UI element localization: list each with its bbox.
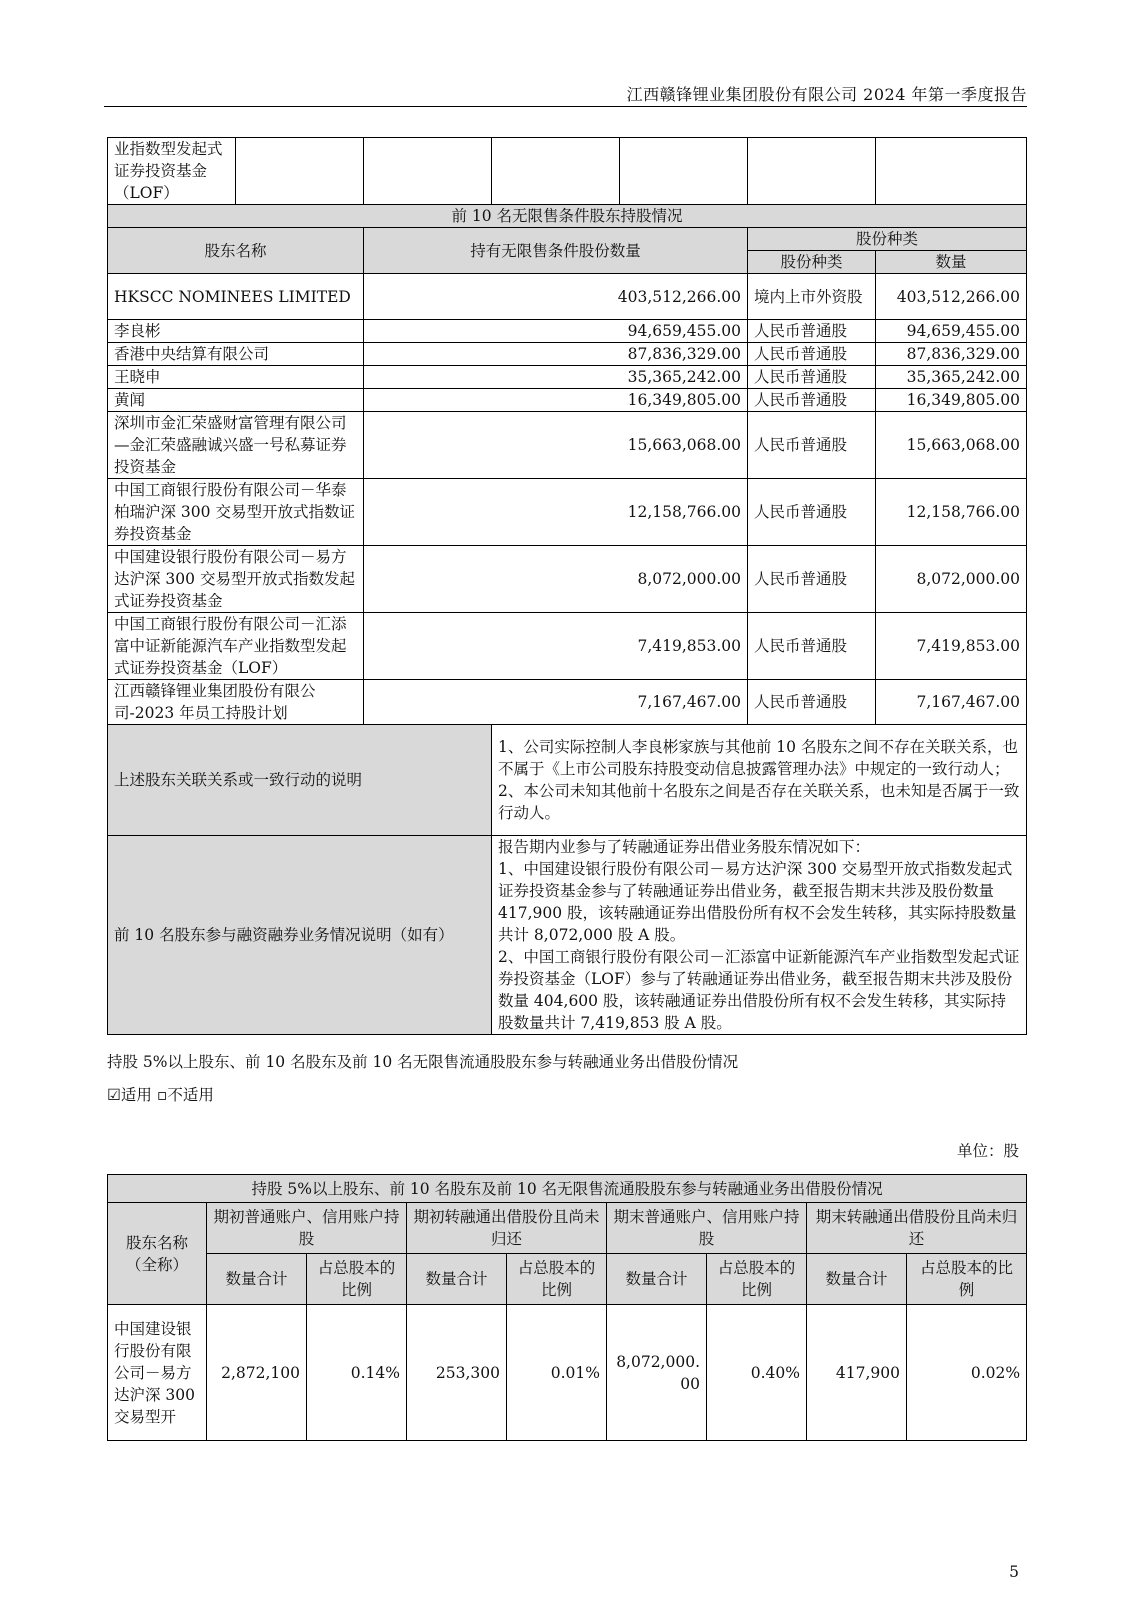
shareholder-name: 江西赣锋锂业集团股份有限公司-2023 年员工持股计划	[108, 680, 364, 725]
shareholder-name: 中国建设银行股份有限公司－易方达沪深 300 交易型开放式指数发起式证券投资基金	[108, 546, 364, 613]
col-group-begin-holding: 期初普通账户、信用账户持股	[207, 1203, 407, 1254]
table-row	[108, 366, 1027, 389]
end-lent-ratio: 0.02%	[907, 1305, 1027, 1441]
table-row	[108, 613, 1027, 680]
shareholder-name: 深圳市金汇荣盛财富管理有限公司—金汇荣盛融诚兴盛一号私募证券投资基金	[108, 412, 364, 479]
relation-text-1: 1、公司实际控制人李良彬家族与其他前 10 名股东之间不存在关联关系，也不属于《上市公司股东持股变动信息披露管理办法》中规定的一致行动人；	[498, 738, 1018, 778]
share-type: 境内上市外资股	[748, 274, 876, 320]
col-header-name: 股东名称	[108, 228, 364, 274]
share-qty: 7,167,467.00	[364, 680, 748, 725]
share-qty: 12,158,766.00	[364, 479, 748, 546]
shareholder-name: 香港中央结算有限公司	[108, 343, 364, 366]
shareholder-name: 中国工商银行股份有限公司－汇添富中证新能源汽车产业指数型发起式证券投资基金（LOF）	[108, 613, 364, 680]
margin-label: 前 10 名股东参与融资融券业务情况说明（如有）	[108, 836, 492, 1035]
col-header-share-qty: 数量	[876, 251, 1027, 274]
page-number: 5	[1009, 1563, 1019, 1581]
col-header-qty: 持有无限售条件股份数量	[364, 228, 748, 274]
shareholder-name: 李良彬	[108, 320, 364, 343]
begin-holding-qty: 2,872,100	[207, 1305, 307, 1441]
share-type: 人民币普通股	[748, 479, 876, 546]
col-group-end-lent: 期末转融通出借股份且尚未归还	[807, 1203, 1027, 1254]
share-amount: 403,512,266.00	[876, 274, 1027, 320]
share-qty: 16,349,805.00	[364, 389, 748, 412]
share-amount: 87,836,329.00	[876, 343, 1027, 366]
share-qty: 35,365,242.00	[364, 366, 748, 389]
col-group-end-holding: 期末普通账户、信用账户持股	[607, 1203, 807, 1254]
relation-text-2: 2、本公司未知其他前十名股东之间是否存在关联关系，也未知是否属于一致行动人。	[498, 782, 1020, 822]
empty-cell	[620, 138, 748, 205]
shareholder-name: 黄闻	[108, 389, 364, 412]
share-type: 人民币普通股	[748, 366, 876, 389]
share-amount: 16,349,805.00	[876, 389, 1027, 412]
table-row	[108, 389, 1027, 412]
margin-description	[492, 836, 1027, 1035]
share-amount: 7,419,853.00	[876, 613, 1027, 680]
share-qty: 87,836,329.00	[364, 343, 748, 366]
unit-label: 单位：股	[956, 1142, 1019, 1160]
share-type: 人民币普通股	[748, 412, 876, 479]
share-type: 人民币普通股	[748, 546, 876, 613]
col-header-full-name: 股东名称（全称）	[108, 1203, 207, 1305]
sub-header-ratio: 占总股本的比例	[507, 1254, 607, 1305]
sub-header-ratio: 占总股本的比例	[907, 1254, 1027, 1305]
sub-header-ratio: 占总股本的比例	[707, 1254, 807, 1305]
relation-label: 上述股东关联关系或一致行动的说明	[108, 725, 492, 836]
share-amount: 7,167,467.00	[876, 680, 1027, 725]
end-holding-ratio: 0.40%	[707, 1305, 807, 1441]
section-title: 前 10 名无限售条件股东持股情况	[108, 205, 1027, 228]
share-amount: 8,072,000.00	[876, 546, 1027, 613]
lending-table	[107, 1174, 1027, 1441]
margin-text-1: 1、中国建设银行股份有限公司－易方达沪深 300 交易型开放式指数发起式证券投资基金参与了转融通证券出借业务，截至报告期末共涉及股份数量 417,900 股，该转融通证券出借股份所有权不会发生转移，其实际持股数量共计 8,072,000 股 A 股。	[498, 860, 1017, 944]
share-amount: 35,365,242.00	[876, 366, 1027, 389]
table-row	[108, 343, 1027, 366]
share-type: 人民币普通股	[748, 680, 876, 725]
begin-holding-ratio: 0.14%	[307, 1305, 407, 1441]
empty-cell	[748, 138, 876, 205]
lending-table-title: 持股 5%以上股东、前 10 名股东及前 10 名无限售流通股股东参与转融通业务出借股份情况	[108, 1175, 1027, 1203]
col-group-begin-lent: 期初转融通出借股份且尚未归还	[407, 1203, 607, 1254]
table-row	[108, 320, 1027, 343]
share-qty: 15,663,068.00	[364, 412, 748, 479]
margin-text-0: 报告期内业参与了转融通证券出借业务股东情况如下：	[498, 838, 871, 856]
margin-row	[108, 836, 1027, 1035]
margin-text-2: 2、中国工商银行股份有限公司－汇添富中证新能源汽车产业指数型发起式证券投资基金（LOF）参与了转融通证券出借业务，截至报告期末共涉及股份数量 404,600 股，该转融通证券出借股份所有权不会发生转移，其实际持股数量共计 7,419,853 股 A 股。	[498, 948, 1020, 1032]
share-type: 人民币普通股	[748, 389, 876, 412]
continuation-row	[108, 138, 1027, 205]
share-qty: 403,512,266.00	[364, 274, 748, 320]
empty-cell	[876, 138, 1027, 205]
end-lent-qty: 417,900	[807, 1305, 907, 1441]
relation-description	[492, 725, 1027, 836]
shareholder-name: 王晓申	[108, 366, 364, 389]
relation-row	[108, 725, 1027, 836]
share-type: 人民币普通股	[748, 343, 876, 366]
share-qty: 7,419,853.00	[364, 613, 748, 680]
continuation-name: 业指数型发起式证券投资基金（LOF）	[108, 138, 236, 205]
lending-note-title: 持股 5%以上股东、前 10 名股东及前 10 名无限售流通股股东参与转融通业务出借股份情况	[107, 1053, 739, 1071]
empty-cell	[364, 138, 492, 205]
lending-shareholder-name: 中国建设银行股份有限公司－易方达沪深 300 交易型开	[108, 1305, 207, 1441]
share-qty: 94,659,455.00	[364, 320, 748, 343]
table-row	[108, 412, 1027, 479]
unrestricted-shareholders-table	[107, 137, 1027, 1035]
share-type: 人民币普通股	[748, 320, 876, 343]
shareholder-name: 中国工商银行股份有限公司－华泰柏瑞沪深 300 交易型开放式指数证券投资基金	[108, 479, 364, 546]
share-amount: 94,659,455.00	[876, 320, 1027, 343]
shareholder-name: HKSCC NOMINEES LIMITED	[108, 274, 364, 320]
table-row	[108, 479, 1027, 546]
table-row	[108, 1305, 1027, 1441]
empty-cell	[492, 138, 620, 205]
header-rule	[104, 106, 1027, 107]
col-header-share-type-group: 股份种类	[748, 228, 1027, 251]
share-amount: 15,663,068.00	[876, 412, 1027, 479]
sub-header-qty: 数量合计	[407, 1254, 507, 1305]
sub-header-qty: 数量合计	[207, 1254, 307, 1305]
sub-header-ratio: 占总股本的比例	[307, 1254, 407, 1305]
table-row	[108, 274, 1027, 320]
sub-header-qty: 数量合计	[607, 1254, 707, 1305]
col-header-share-type: 股份种类	[748, 251, 876, 274]
begin-lent-qty: 253,300	[407, 1305, 507, 1441]
begin-lent-ratio: 0.01%	[507, 1305, 607, 1441]
share-type: 人民币普通股	[748, 613, 876, 680]
table-row	[108, 546, 1027, 613]
header-title: 江西赣锋锂业集团股份有限公司 2024 年第一季度报告	[626, 85, 1027, 104]
end-holding-qty: 8,072,000.00	[607, 1305, 707, 1441]
share-amount: 12,158,766.00	[876, 479, 1027, 546]
table-row	[108, 680, 1027, 725]
applicable-checkbox: ☑适用 ▫不适用	[107, 1086, 214, 1104]
sub-header-qty: 数量合计	[807, 1254, 907, 1305]
empty-cell	[236, 138, 364, 205]
share-qty: 8,072,000.00	[364, 546, 748, 613]
